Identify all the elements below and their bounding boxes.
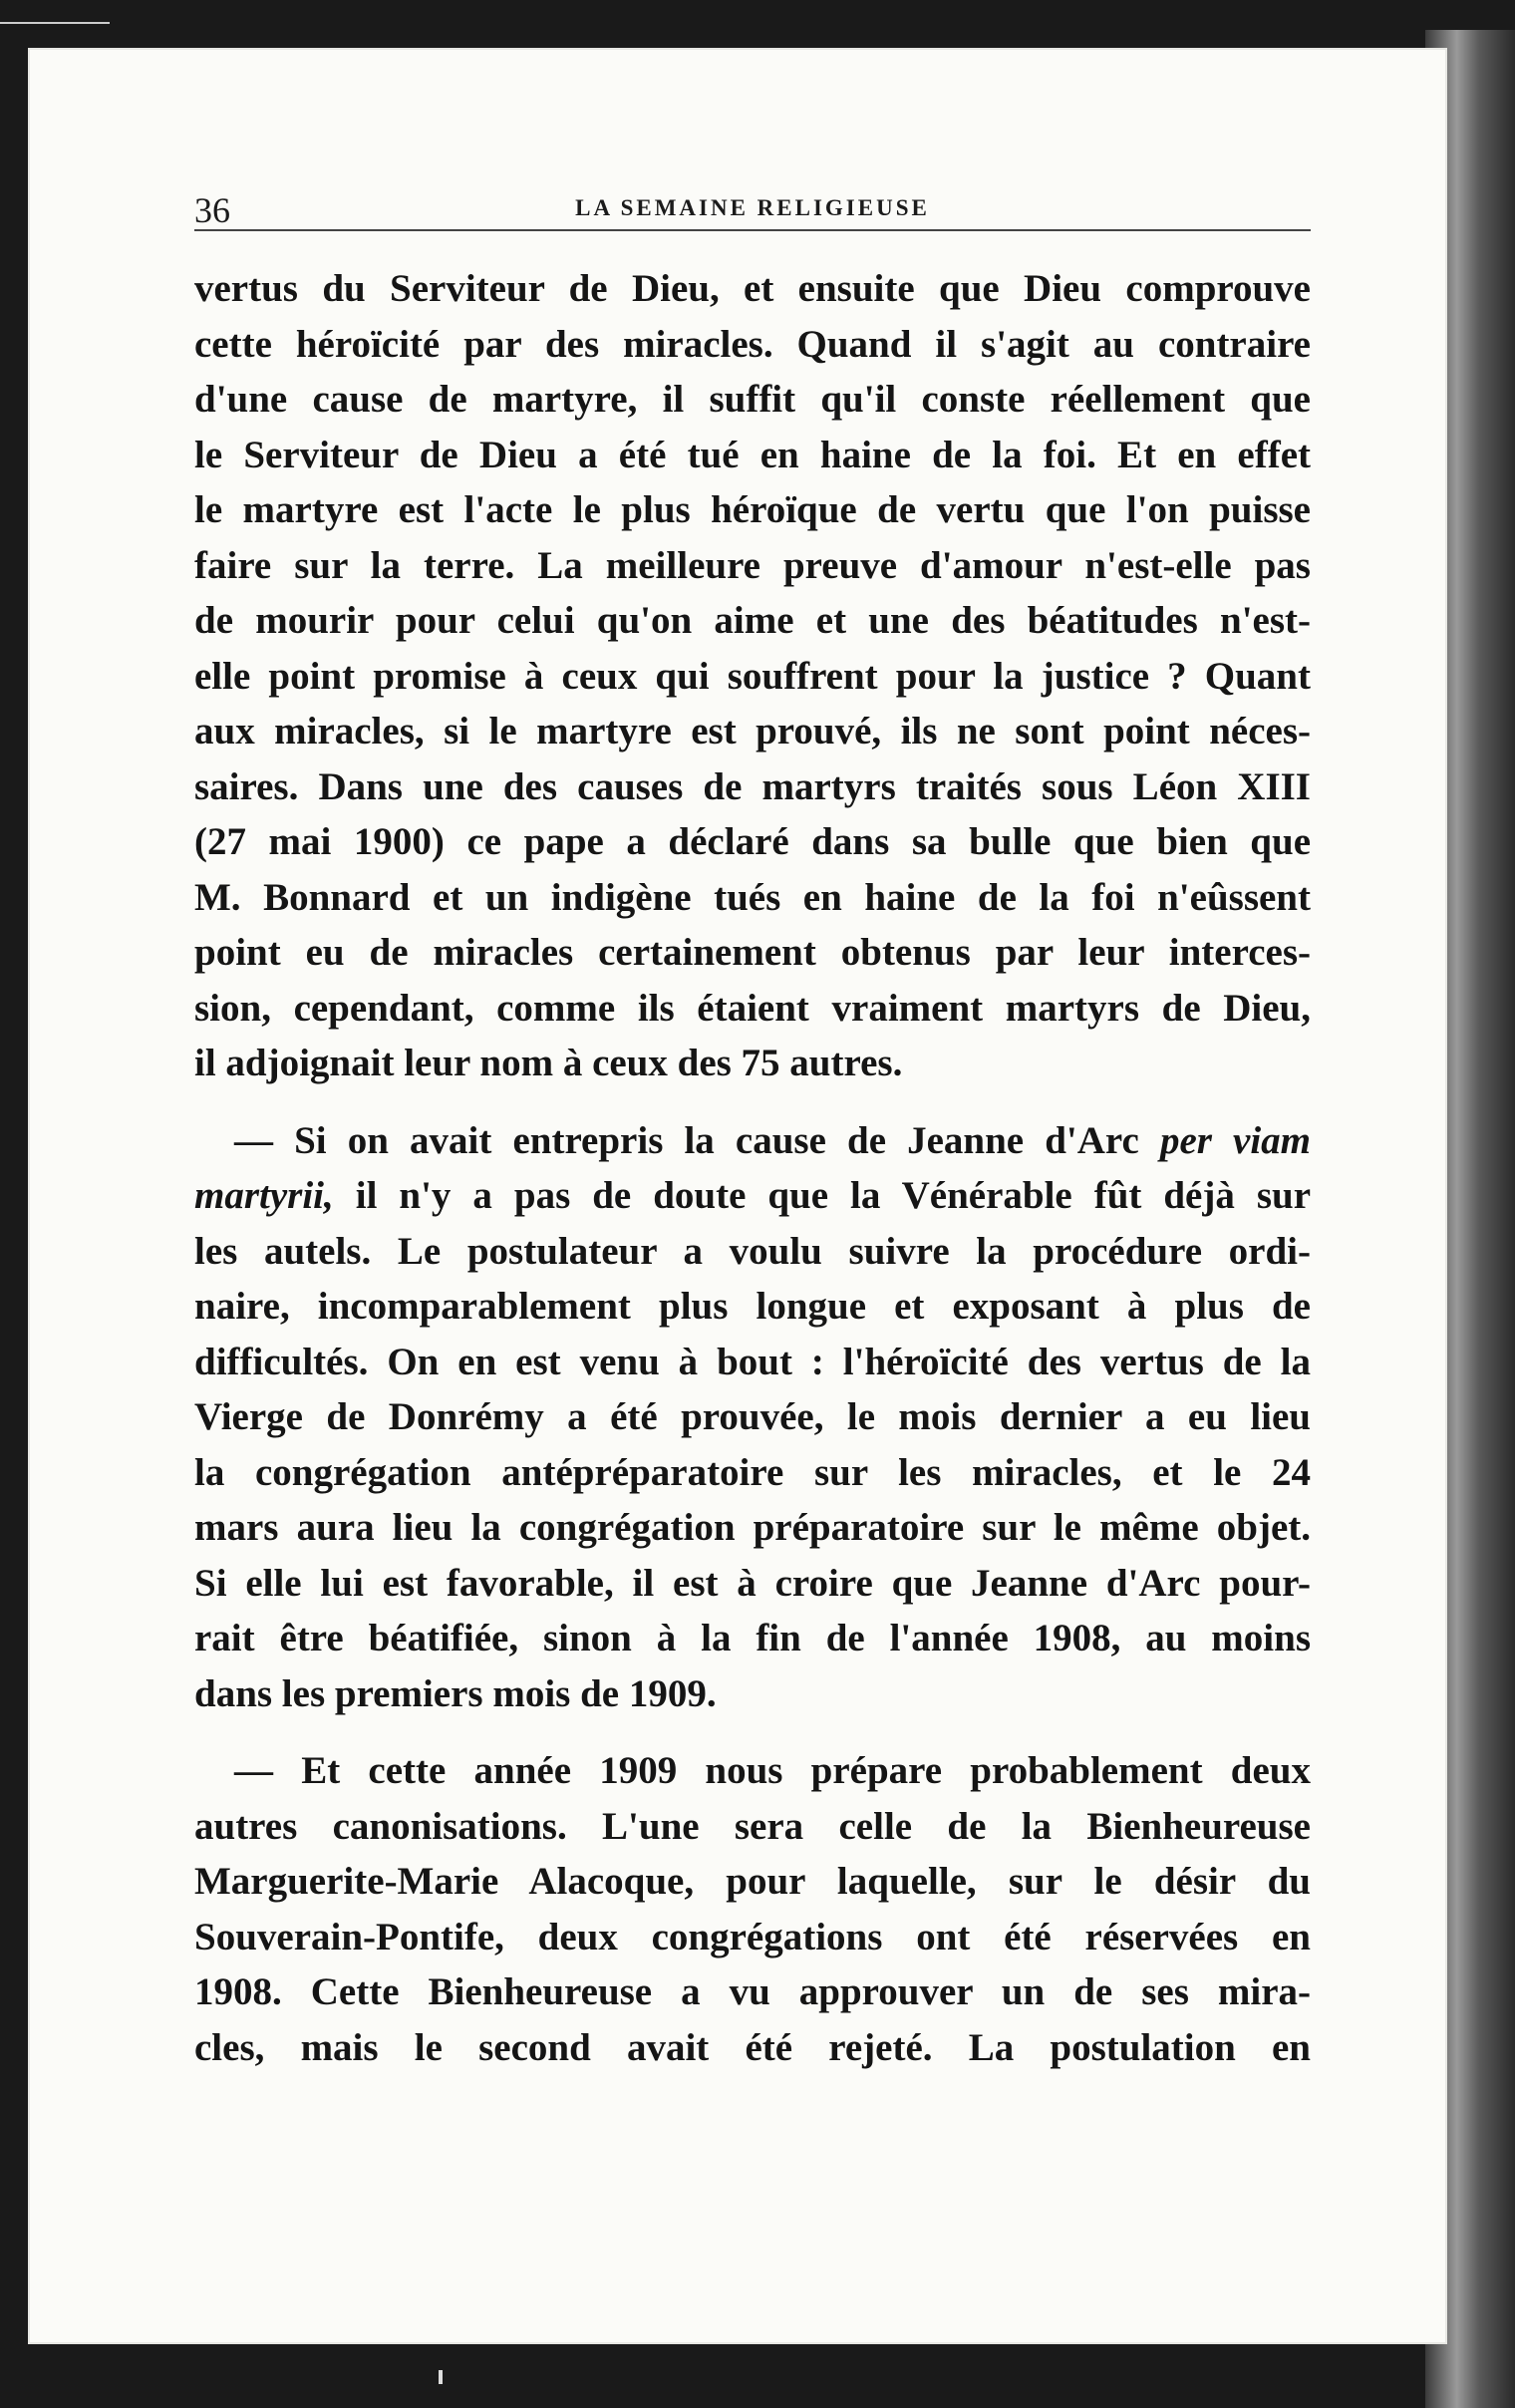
- text-line: (27 mai 1900) ce pape a déclaré dans sa bulle que bien que: [194, 820, 1311, 863]
- text-line: 1908. Cette Bienheureuse a vu approuver un de ses mira-: [194, 1970, 1311, 2013]
- paragraph-3: [194, 1743, 1311, 2075]
- text-line: cles, mais le second avait été rejeté. La postulation en: [194, 2025, 1311, 2069]
- text-line: [194, 1113, 1311, 1169]
- text-fragment: il n'y a pas de doute que la Vénérable fût déjà sur: [355, 1174, 1311, 1217]
- text-line: les autels. Le postulateur a voulu suivre la procédure ordi-: [194, 1229, 1311, 1273]
- text-line: mars aura lieu la congrégation préparatoire sur le même objet.: [194, 1506, 1311, 1549]
- text-line: difficultés. On en est venu à bout : l'héroïcité des vertus de la: [194, 1340, 1311, 1383]
- text-line: sion, cependant, comme ils étaient vraiment martyrs de Dieu,: [194, 986, 1311, 1030]
- text-line: il adjoignait leur nom à ceux des 75 autres.: [194, 1042, 903, 1084]
- text-line: point eu de miracles certainement obtenus par leur interces-: [194, 931, 1311, 974]
- text-line: faire sur la terre. La meilleure preuve d'amour n'est-elle pas: [194, 543, 1311, 587]
- text-line: le Serviteur de Dieu a été tué en haine de la foi. Et en effet: [194, 433, 1311, 476]
- header-rule: [194, 229, 1311, 231]
- text-line: Souverain-Pontife, deux congrégations ont été réservées en: [194, 1915, 1311, 1958]
- text-line: de mourir pour celui qu'on aime et une des béatitudes n'est-: [194, 599, 1311, 642]
- text-line: dans les premiers mois de 1909.: [194, 1671, 717, 1715]
- text-line: autres canonisations. L'une sera celle de la Bienheureuse: [194, 1804, 1311, 1848]
- text-line: saires. Dans une des causes de martyrs traités sous Léon XIII: [194, 764, 1311, 808]
- text-line: M. Bonnard et un indigène tués en haine de la foi n'eûssent: [194, 875, 1311, 919]
- text-line: Marguerite-Marie Alacoque, pour laquelle, sur le désir du: [194, 1860, 1311, 1903]
- text-line: Vierge de Donrémy a été prouvée, le mois dernier a eu lieu: [194, 1395, 1311, 1438]
- latin-phrase: martyrii,: [194, 1174, 334, 1217]
- text-line: Si elle lui est favorable, il est à croire que Jeanne d'Arc pour-: [194, 1561, 1311, 1605]
- text-line: rait être béatifiée, sinon à la fin de l'année 1908, au moins: [194, 1617, 1311, 1659]
- running-head: LA SEMAINE RELIGIEUSE: [575, 195, 930, 220]
- page-number: 36: [194, 190, 230, 230]
- paragraph-2: [194, 1113, 1311, 1722]
- text-line: naire, incomparablement plus longue et exposant à plus de: [194, 1285, 1311, 1328]
- body-text: [194, 261, 1311, 2075]
- text-line: elle point promise à ceux qui souffrent pour la justice ? Quant: [194, 654, 1311, 698]
- scan-artifact: [439, 2370, 443, 2384]
- text-line: aux miracles, si le martyre est prouvé, ils ne sont point néces-: [194, 710, 1311, 752]
- page-header: [194, 150, 1311, 229]
- text-line: [194, 1168, 1311, 1224]
- text-line: le martyre est l'acte le plus héroïque de vertu que l'on puisse: [194, 488, 1311, 531]
- text-line: d'une cause de martyre, il suffit qu'il conste réellement que: [194, 378, 1311, 421]
- text-line: vertus du Serviteur de Dieu, et ensuite que Dieu comprouve: [194, 267, 1311, 310]
- text-fragment: — Si on avait entrepris la cause de Jeanne d'Arc: [234, 1118, 1139, 1162]
- text-line: — Et cette année 1909 nous prépare probablement deux: [234, 1749, 1311, 1792]
- text-line: cette héroïcité par des miracles. Quand il s'agit au contraire: [194, 322, 1311, 366]
- paragraph-1: [194, 261, 1311, 1091]
- text-line: la congrégation antépréparatoire sur les miracles, et le 24: [194, 1450, 1311, 1494]
- latin-phrase: per viam: [1159, 1118, 1311, 1162]
- scan-corner-mark: [0, 0, 110, 24]
